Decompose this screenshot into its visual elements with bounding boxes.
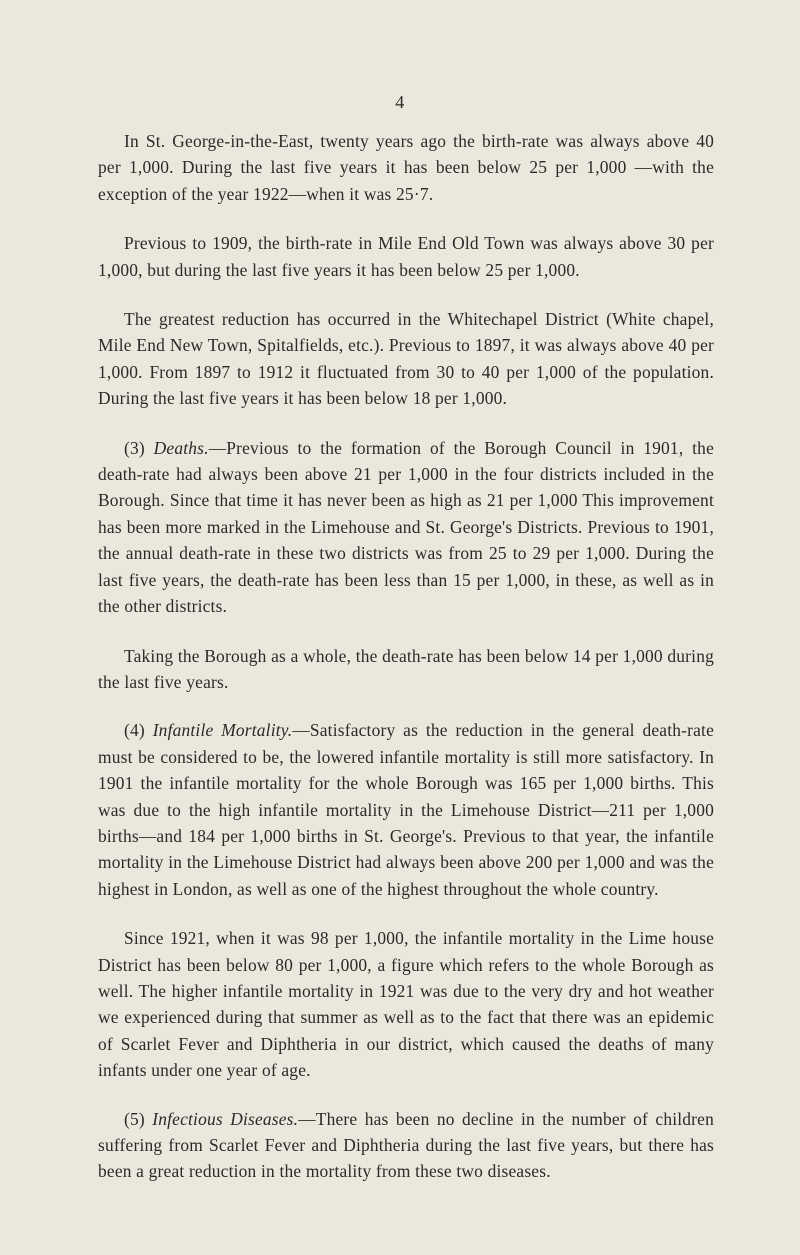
paragraph-birth-rate-mile-end: Previous to 1909, the birth-rate in Mile End Old Town was always above 30 per 1,000, but during the last five years it has been below 25 per 1,000. (98, 233, 714, 280)
paragraph-infantile-mortality (98, 717, 714, 902)
paragraph-limehouse-since-1921: Since 1921, when it was 98 per 1,000, the infantile mortality in the Lime house District has been below 80 per 1,000, a figure which refers to the whole Borough as well. The higher infantile mortality in 1921 was due to the very dry and hot weather we experienced during that summer as well as to the fact that there was an epidemic of Scarlet Fever and Diphtheria in our district, which caused the deaths of many infants under one year of age. (98, 928, 714, 1081)
paragraph-whitechapel-reduction: The greatest reduction has occurred in the Whitechapel District (White chapel, Mile End New Town, Spitalfields, etc.). Previous to 1897, it was always above 40 per 1,000. From 1897 to 1912 it fluctuated from 30 to 40 per 1,000 of the population. During the last five years it has been below 18 per 1,000. (98, 309, 714, 409)
paragraph-text: —Previous to the formation of the Borough Council in 1901, the death-rate had always been above 21 per 1,000 in the four districts included in the Borough. Since that time it has never been as high as 21 per 1,000 This improvement has been more marked in the Limehouse and St. George's Districts. Previous to 1901, the annual death-rate in these two districts was from 25 to 29 per 1,000. During the last five years, the death-rate has been less than 15 per 1,000, in these, as well as in the other districts. (98, 437, 714, 617)
paragraph-text: —Satisfactory as the reduction in the general death-rate must be considered to be, the lowered infantile mortality is still more satisfactory. In 1901 the infantile mortality for the whole Borough was 165 per 1,000 births. This was due to the high infantile mortality in the Limehouse District—211 per 1,000 births—and 184 per 1,000 births in St. George's. Previous to that year, the infantile mortality in the Limehouse District had always been above 200 per 1,000 and was the highest in London, as well as one of the highest throughout the whole country. (98, 720, 714, 899)
body-text (98, 128, 714, 1185)
paragraph-deaths (98, 435, 714, 620)
section-heading-infantile-mortality: Infantile Mortality. (152, 720, 293, 741)
section-number: (3) (124, 437, 145, 458)
paragraph-infectious-diseases (98, 1106, 714, 1185)
section-number: (4) (124, 720, 145, 741)
paragraph-birth-rate-st-george: In St. George-in-the-East, twenty years ago the birth-rate was always above 40 per 1,000. During the last five years it has been below 25 per 1,000 —with the exception of the year 1922—when it was 25·7. (98, 131, 714, 204)
page-number: 4 (395, 92, 405, 112)
paragraph-text: —There has been no decline in the number of children suffering from Scarlet Fever and Diphtheria during the last five years, but there has been a great reduction in the mortality from these two diseases. (98, 1108, 714, 1182)
section-heading-deaths: Deaths. (153, 437, 209, 458)
section-heading-infectious-diseases: Infectious Diseases. (152, 1108, 299, 1129)
paragraph-borough-death-rate: Taking the Borough as a whole, the death-rate has been below 14 per 1,000 during the last five years. (98, 645, 714, 692)
section-number: (5) (124, 1108, 145, 1129)
